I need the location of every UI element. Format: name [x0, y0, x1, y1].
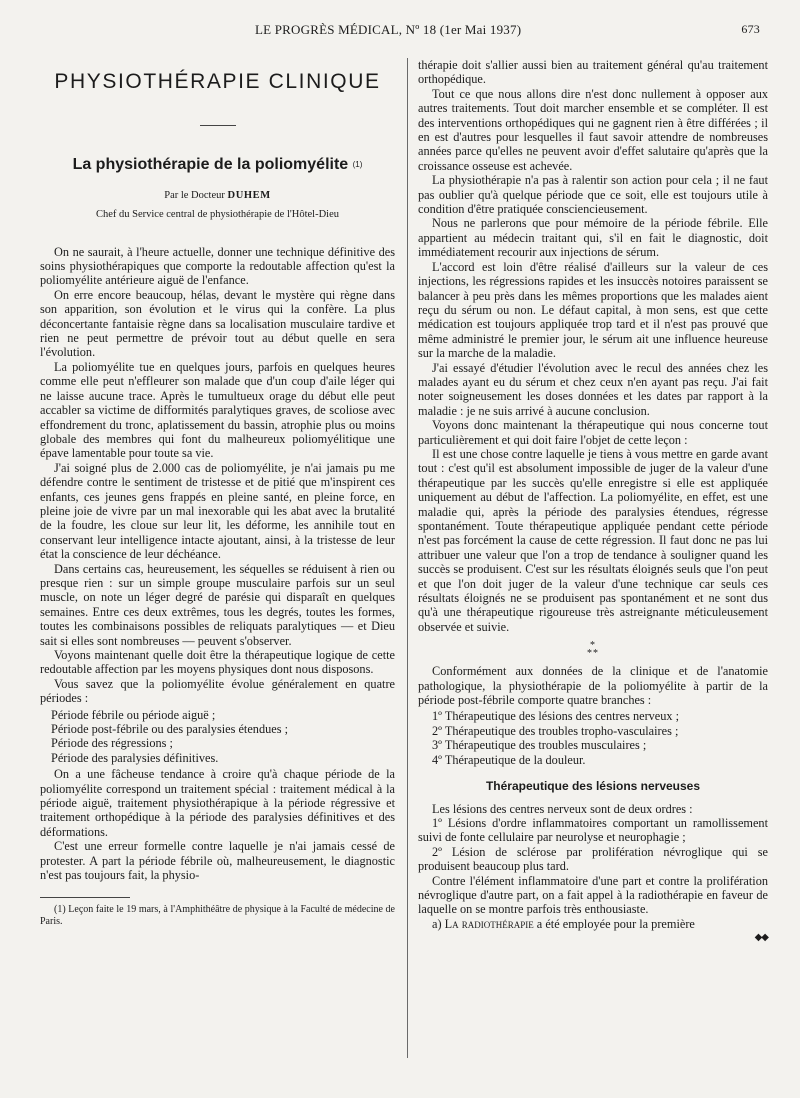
column-divider: [407, 58, 408, 1058]
footnote: (1) Leçon faite le 19 mars, à l'Amphithéâtre de physique à la Faculté de médecine de Paris.: [40, 903, 395, 927]
paragraph: C'est une erreur formelle contre laquelle je n'ai jamais cessé de protester. A part la période fébrile où, malheureusement, le diagnostic n'est pas toujours fait, la physio-: [40, 839, 395, 883]
list-item: 4º Thérapeutique de la douleur.: [432, 752, 586, 767]
paragraph: Nous ne parlerons que pour mémoire de la période fébrile. Elle appartient au médecin traitant qui, s'il en fait le diagnostic, doit immédiatement recourir aux injections de sérum.: [418, 216, 768, 260]
branches-list: [418, 709, 768, 767]
list-item: Période des régressions ;: [51, 736, 173, 751]
paragraph: Voyons donc maintenant la thérapeutique qui nous concerne tout particulièrement et qui doit faire l'objet de cette leçon :: [418, 418, 768, 447]
list-item: Période post-fébrile ou des paralysies étendues ;: [51, 722, 288, 737]
title-separator: [200, 125, 236, 126]
paragraph: On erre encore beaucoup, hélas, devant le mystère qui règne dans son apparition, son évolution et le virus qui la confère. La plus déconcertante fantaisie règne dans sa localisation musculaire tardive et rien ne peut permettre de prévoir tout au début quelle en sera l'évolution.: [40, 287, 395, 360]
list-item: Période des paralysies définitives.: [51, 750, 219, 765]
paragraph: Tout ce que nous allons dire n'est donc nullement à opposer aux autres traitements. Tout doit marcher ensemble et se compléter. Il est des interventions orthopédiques qui ne gagnent rien à être différées ; il en est d'autres pour lesquelles il faut savoir attendre de nombreuses années parce qu'elles ne peuvent avoir d'effet salutaire qu'après que la croissance osseuse est achevée.: [418, 86, 768, 173]
section-ornament: * **: [587, 640, 599, 660]
paragraph: J'ai soigné plus de 2.000 cas de poliomyélite, je n'ai jamais pu me défendre contre le sentiment de tristesse et de pitié que m'inspirent ces enfants, ces jeunes gens frappés en pleine santé, en pleine force, en pleine joie de vivre par un mal inexorable qui les abat avec la brutalité de la foudre, les cloue sur leur lit, les déforme, les annihile tout en conservant leur intelligence intacte ajoutant, ainsi, à la tristesse de leur état la conscience de leur déchéance.: [40, 460, 395, 562]
paragraph-continuation: a été employée pour la première: [533, 916, 695, 931]
periods-list: [40, 708, 395, 766]
body-text-b: [40, 767, 395, 882]
list-item: 3º Thérapeutique des troubles musculaires ;: [432, 738, 647, 753]
list-item: 1º Thérapeutique des lésions des centres nerveux ;: [432, 709, 680, 724]
body-text-d: [418, 802, 768, 932]
paragraph: Les lésions des centres nerveux sont de deux ordres :: [432, 801, 693, 816]
section-title: PHYSIOTHÉRAPIE CLINIQUE: [54, 70, 381, 93]
paragraph: On ne saurait, à l'heure actuelle, donner une technique définitive des soins physiothérapiques que comporte la redoutable affection qu'est la poliomyélite antérieure aiguë de l'enfance.: [40, 244, 395, 288]
paragraph: Voyons maintenant quelle doit être la thérapeutique logique de cette redoutable affection par les moyens physiques dont nous disposons.: [40, 648, 395, 677]
paragraph: Contre l'élément inflammatoire d'une part et contre la prolifération névroglique d'autre part, on a fait appel à la radiothérapie en faveur de laquelle on se montre parfois très enthousiaste.: [418, 873, 768, 917]
subheading: Thérapeutique des lésions nerveuses: [485, 779, 701, 794]
paragraph: J'ai essayé d'étudier l'évolution avec le recul des années chez les malades ayant eu du sérum et chez ceux n'en ayant pas reçu. J'ai fait noter soigneusement les doses données et les dates par rapport à la maladie : je ne suis arrivé à aucune conclusion.: [418, 360, 768, 418]
paragraph: Il est une chose contre laquelle je tiens à vous mettre en garde avant tout : c'est qu'il est absolument impossible de juger de la valeur d'une thérapeutique par les succès qu'elle enregistre si elle est appliquée uniquement au début de l'affection. La poliomyélite, en effet, est une maladie qui, après la période des paralysies étendues, régresse spontanément. Toute thérapeutique appliquée pendant cette période n'est pas forcément la cause de cette régression. Il faut donc ne pas lui attribuer une valeur que l'on a trop de tendance à souligner quand les succès se produisent. C'est sur les résultats éloignés seuls que l'on peut et que l'on doit juger de la valeur d'une technique car seuls ces résultats éloignés ne se produisent pas spontanément et ne sont dus qu'à une thérapeutique rigoureuse très astreignante méticuleusement observée et suivie.: [418, 446, 768, 634]
body-text-c: [418, 58, 768, 634]
footnote-rule: [40, 897, 130, 898]
author-name: DUHEM: [227, 189, 271, 201]
page-number: 673: [741, 22, 760, 36]
paragraph: 2º Lésion de sclérose par prolifération névroglique qui se produisent beaucoup plus tard.: [418, 844, 768, 874]
byline: [40, 189, 395, 203]
footnote-mark: (1): [352, 160, 363, 170]
paragraph: thérapie doit s'allier aussi bien au traitement général qu'au traitement orthopédique.: [418, 58, 768, 87]
left-column: [40, 58, 395, 928]
list-item: Période fébrile ou période aiguë ;: [51, 707, 216, 722]
byline-prefix: Par le Docteur: [164, 189, 225, 201]
paragraph: L'accord est loin d'être réalisé d'ailleurs sur la valeur de ces injections, les régressions rapides et les insuccès notoires paraissent se balancer à peu près dans les mêmes proportions que les malades aient reçu du sérum ou non. Le défaut capital, à mon sens, est que cette médication est toujours appliquée trop tard et il n'est pas prouvé que même administré le premier jour, le sérum ait une influence heureuse sur la marche de la maladie.: [418, 259, 768, 361]
item-prefix: a): [432, 916, 445, 931]
paragraph: La physiothérapie n'a pas à ralentir son action pour cela ; il ne faut pas oublier qu'à quelque période que ce soit, elle est toujours utile à condition d'être pratiquée consciencieusement.: [418, 173, 768, 217]
paragraph: 1º Lésions d'ordre inflammatoires comportant un ramollissement suivi de fonte cellulaire par neurolyse et neurophagie ;: [418, 815, 768, 845]
radiotherapy-term: La radiothérapie: [444, 916, 534, 931]
right-column: [418, 58, 768, 946]
body-text-a: [40, 245, 395, 706]
paragraph: Dans certains cas, heureusement, les séquelles se réduisent à rien ou presque rien : sur un simple groupe musculaire parfois sur un seul muscle, on note un léger degré de parésie qui disparaît en quelques semaines. Entre ces deux extrêmes, tous les degrés, toutes les formes, toutes les combinaisons possibles de reliquats paralytiques — et Dieu sait si elles sont nombreuses — peuvent s'observer.: [40, 561, 395, 648]
article-title: [40, 158, 395, 172]
list-item: 2º Thérapeutique des troubles tropho-vasculaires ;: [432, 723, 679, 738]
paragraph: La poliomyélite tue en quelques jours, parfois en quelques heures comme elle peut n'effleurer son malade que d'un coup d'aile léger qui ne laisse aucune trace. Après le tumultueux orage du début elle peut accabler sa victime de difformités paralytiques graves, de scoliose avec effondrement du tronc, aplatissement du bassin, atrophie plus ou moins globale des membres qui font du malheureux poliomyélitique une épave lamentable pour toute sa vie.: [40, 359, 395, 461]
article-title-text: La physiothérapie de la poliomyélite: [72, 156, 349, 174]
journal-header: LE PROGRÈS MÉDICAL, Nº 18 (1er Mai 1937): [255, 22, 522, 37]
running-head: [0, 20, 800, 40]
paragraph: Conformément aux données de la clinique et de l'anatomie pathologique, la physiothérapie de la poliomyélite à partir de la période post-fébrile comporte quatre branches :: [418, 664, 768, 708]
paragraph: [418, 917, 768, 931]
continuation-mark: ◆◆: [754, 932, 768, 944]
paragraph: Vous savez que la poliomyélite évolue généralement en quatre périodes :: [40, 676, 395, 706]
paragraph: On a une fâcheuse tendance à croire qu'à chaque période de la poliomyélite correspond un traitement spécial : traitement médical à la période aiguë, traitement physiothérapique à la période régressive et traitement orthopédique à la période des paralysies définitives et des déformations.: [40, 767, 395, 839]
author-affiliation: Chef du Service central de physiothérapie de l'Hôtel-Dieu: [95, 209, 339, 221]
